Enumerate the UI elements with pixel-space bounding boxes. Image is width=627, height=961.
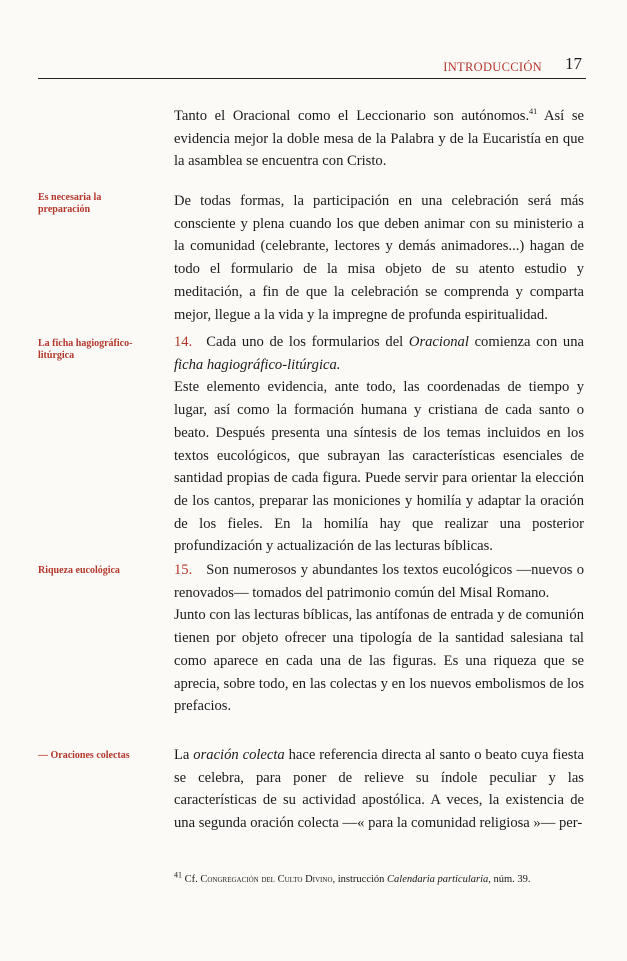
paragraph-riqueza [174,559,584,718]
paragraph-text: comienza con una [468,334,584,350]
paragraph-text: De todas formas, la participación en una celebración será más consciente y plena cuando los que deben animar con su ministerio a la comunidad (celebrante, lectores y demás animadores...) hagan de todo el formulario de la misa objeto de su atento estudio y meditación, a fin de que la celebración se comprenda y comparta mejor, llegue a la vida y la impregne de profunda espiritualidad. [174,193,584,323]
paragraph-text: hace referencia directa al santo o beato cuya fiesta se celebra, para poner de relieve su índole peculiar y las características de su actividad apostólica. A veces, la existencia de una segunda oración colecta —« para la comunidad religiosa »— per- [174,747,584,832]
paragraph-text: Junto con las lecturas bíblicas, las antífonas de entrada y de comunión tienen por objeto ofrecer una tipología de la santidad salesiana tal como aparece en cada una de las figuras. Es una riqueza que se aprecia, sobre todo, en las colectas y en los nuevos embolismos de los prefacios. [174,607,584,715]
paragraph-text: La [174,747,194,763]
paragraph-participacion [174,190,584,326]
page-header [38,50,586,79]
footnote [174,872,584,887]
footnote-reference: 41 [529,107,538,117]
footnote-number: 41 [174,870,182,880]
margin-note-preparacion: Es necesaria la preparación [38,192,102,215]
footnote-text: núm. 39. [490,874,531,885]
footnote-text: , instrucción [332,874,388,885]
paragraph-text: Son numerosos y abundantes los textos eucológicos —nuevos o renovados— tomados del patrimonio común del Misal Romano. [174,562,584,601]
margin-note-ficha: La ficha hagiográfico-litúrgica [38,338,133,361]
paragraph-autonomia [174,105,584,173]
paragraph-text: Este elemento evidencia, ante todo, las coordenadas de tiempo y lugar, así como la formación humana y cristiana de cada santo o beato. Después presenta una síntesis de los temas incluidos en los textos eucológicos, que subrayan las características esenciales de santidad propias de cada figura. Puede servir para orientar la elección de los cantos, preparar las moniciones y homilía y adaptar la oración de los fieles. En la homilía hay que realizar una posterior profundización y actualización de las lecturas bíblicas. [174,379,584,555]
footnote-text: Cf. [182,874,201,885]
paragraph-text: Tanto el Oracional como el Leccionario son autónomos. [174,108,530,124]
emphasis-text: ficha hagiográfico-litúrgica. [174,356,341,373]
running-title: INTRODUCCIÓN [443,60,542,74]
margin-note-riqueza: Riqueza eucológica [38,565,120,576]
section-number: 14. [174,334,193,350]
paragraph-ficha [174,331,584,558]
section-number: 15. [174,562,193,578]
footnote-source: Congregación del Culto Divino [200,874,333,885]
margin-note-colectas: — Oraciones colectas [38,750,130,761]
footnote-title: Calendaria particularia, [387,874,491,885]
emphasis-text: oración colecta [193,747,285,763]
paragraph-text: Así se evidencia mejor la doble mesa de la Palabra y de la Eucaristía en que la asamblea se encuentra con Cristo. [174,108,585,170]
paragraph-colecta [174,744,584,835]
emphasis-text: Oracional [408,334,469,350]
page-number: 17 [565,54,582,73]
paragraph-text: Cada uno de los formularios del [206,334,409,350]
